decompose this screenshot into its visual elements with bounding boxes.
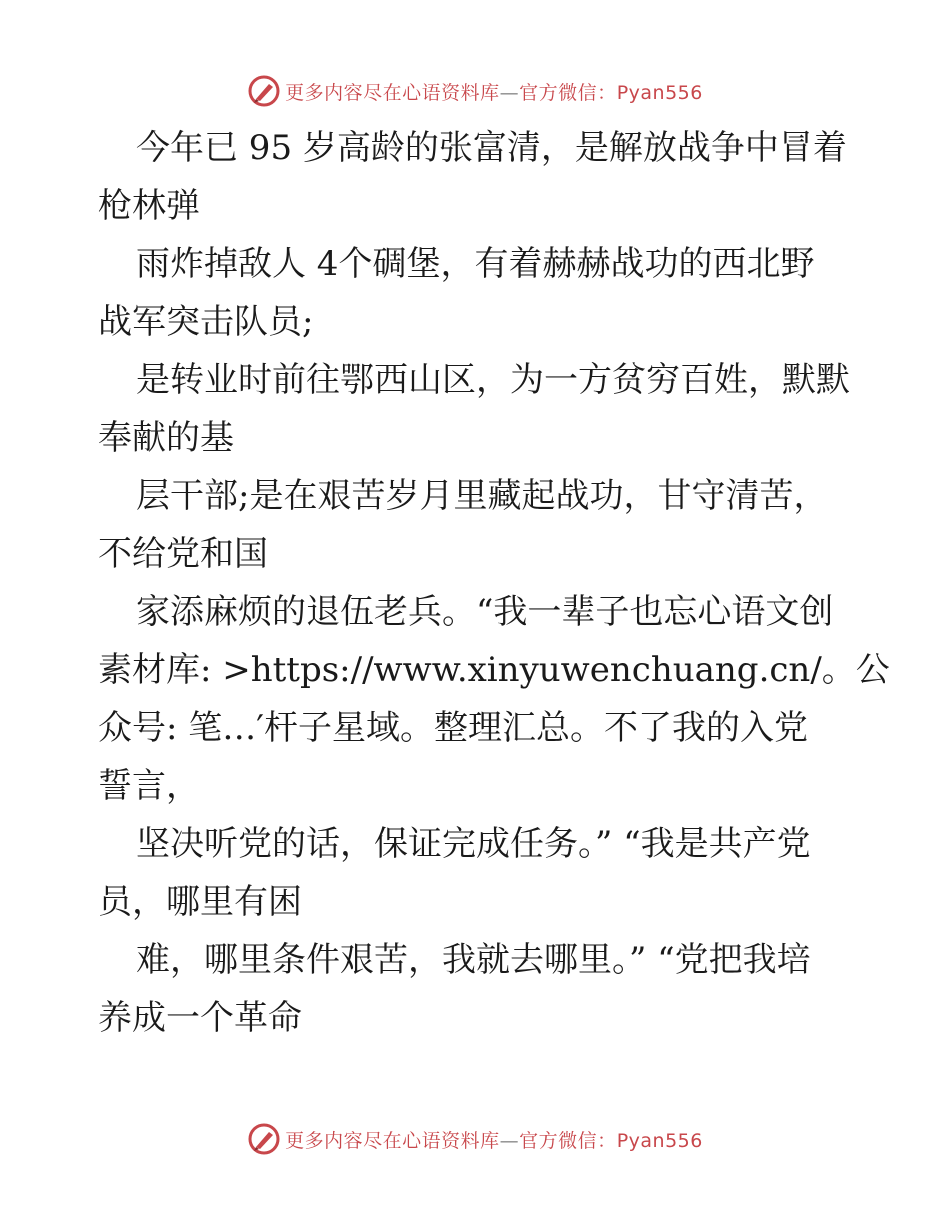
header-slogan: 更多内容尽在心语资料库	[285, 81, 500, 104]
text-line: 素材库: >https://www.xinyuwenchuang.cn/。公	[98, 650, 890, 690]
footer-text	[285, 1126, 703, 1153]
header-account: Pyan556	[616, 81, 703, 104]
header-text	[285, 78, 703, 105]
text-line: 坚决听党的话，保证完成任务。” “我是共产党	[136, 824, 811, 864]
text-line: 难，哪里条件艰苦，我就去哪里。” “党把我培	[136, 940, 811, 980]
text-line: 员，哪里有困	[98, 882, 302, 922]
footer-wechat-label: 官方微信：	[519, 1129, 617, 1152]
pen-circle-icon	[247, 1122, 281, 1156]
header-wechat-label: 官方微信：	[519, 81, 617, 104]
document-body	[98, 119, 890, 1047]
text-line: 家添麻烦的退伍老兵。“我一辈子也忘心语文创	[136, 592, 834, 632]
pen-circle-icon	[247, 74, 281, 108]
text-line: 层干部;是在艰苦岁月里藏起战功，甘守清苦，	[136, 476, 828, 516]
header-dash: —	[499, 81, 520, 104]
footer-slogan: 更多内容尽在心语资料库	[285, 1129, 500, 1152]
text-line: 养成一个革命	[98, 998, 302, 1038]
text-line: 奉献的基	[98, 418, 234, 458]
header-banner	[0, 71, 950, 111]
text-line: 枪林弹	[98, 186, 200, 226]
footer-account: Pyan556	[616, 1129, 703, 1152]
text-line: 誓言，	[98, 766, 200, 806]
text-line: 今年已 95 岁高龄的张富清，是解放战争中冒着	[136, 128, 847, 168]
text-line: 雨炸掉敌人 4个碉堡，有着赫赫战功的西北野	[136, 244, 815, 284]
text-line: 众号: 笔…′杆子星域。整理汇总。不了我的入党	[98, 708, 808, 748]
text-line: 不给党和国	[98, 534, 268, 574]
footer-banner	[0, 1119, 950, 1159]
footer-dash: —	[499, 1129, 520, 1152]
text-line: 战军突击队员;	[98, 302, 314, 342]
text-line: 是转业时前往鄂西山区，为一方贫穷百姓，默默	[136, 360, 850, 400]
